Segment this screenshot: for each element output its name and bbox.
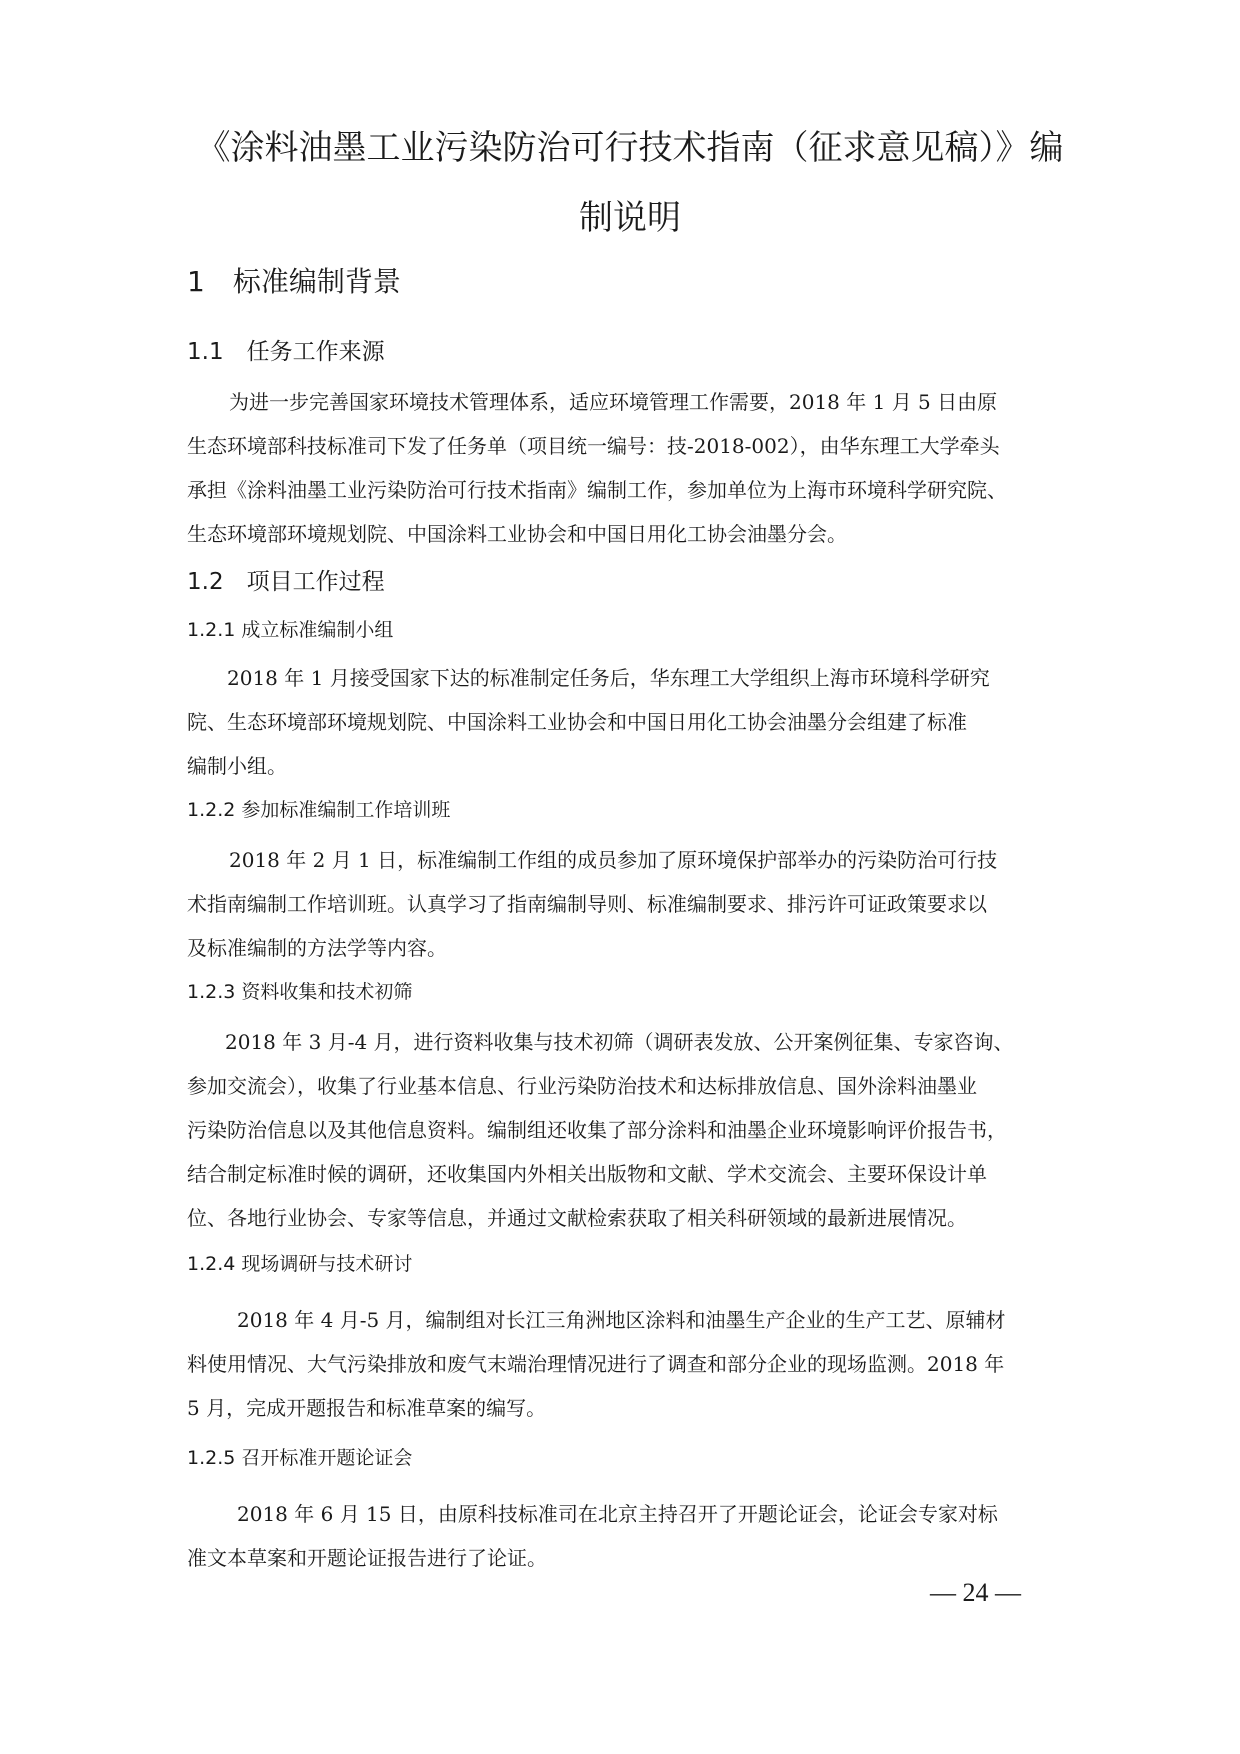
document-title-line-1: 《涂料油墨工业污染防治可行技术指南（征求意见稿）》编	[196, 128, 1064, 168]
paragraph-line: 2018 年 2 月 1 日，标准编制工作组的成员参加了原环境保护部举办的污染防治可行技	[229, 848, 998, 872]
section-1-2-heading: 1.2 项目工作过程	[187, 569, 385, 595]
subsection-number: 1.2.5	[187, 1447, 236, 1469]
paragraph-line: 位、各地行业协会、专家等信息，并通过文献检索获取了相关科研领域的最新进展情况。	[187, 1206, 967, 1230]
paragraph-line: 结合制定标准时候的调研，还收集国内外相关出版物和文献、学术交流会、主要环保设计单	[187, 1162, 987, 1186]
paragraph-line: 2018 年 1 月接受国家下达的标准制定任务后，华东理工大学组织上海市环境科学研究	[227, 666, 990, 690]
document-title-line-2: 制说明	[579, 198, 681, 238]
paragraph-line: 2018 年 4 月-5 月，编制组对长江三角洲地区涂料和油墨生产企业的生产工艺、原辅材	[237, 1308, 1006, 1332]
paragraph-line: 料使用情况、大气污染排放和废气末端治理情况进行了调查和部分企业的现场监测。2018 年	[187, 1352, 1005, 1376]
subsection-1-2-3-heading	[187, 978, 412, 1006]
paragraph-line: 生态环境部科技标准司下发了任务单（项目统一编号：技-2018-002），由华东理工大学牵头	[187, 434, 1000, 458]
paragraph-line: 2018 年 3 月-4 月，进行资料收集与技术初筛（调研表发放、公开案例征集、专家咨询、	[225, 1030, 1014, 1054]
subsection-title: 参加标准编制工作培训班	[235, 799, 451, 821]
paragraph-line: 为进一步完善国家环境技术管理体系，适应环境管理工作需要，2018 年 1 月 5 日由原	[229, 390, 998, 414]
section-1-heading: 1 标准编制背景	[187, 265, 401, 298]
paragraph-line: 术指南编制工作培训班。认真学习了指南编制导则、标准编制要求、排污许可证政策要求以	[187, 892, 987, 916]
subsection-title: 成立标准编制小组	[235, 619, 394, 641]
paragraph-line: 参加交流会），收集了行业基本信息、行业污染防治技术和达标排放信息、国外涂料油墨业	[187, 1074, 977, 1098]
paragraph-line: 准文本草案和开题论证报告进行了论证。	[187, 1546, 547, 1570]
paragraph-line: 污染防治信息以及其他信息资料。编制组还收集了部分涂料和油墨企业环境影响评价报告书，	[187, 1118, 1007, 1142]
paragraph-line: 2018 年 6 月 15 日，由原科技标准司在北京主持召开了开题论证会，论证会专家对标	[237, 1502, 998, 1526]
subsection-number: 1.2.4	[187, 1253, 236, 1275]
subsection-1-2-2-paragraph	[187, 838, 1067, 970]
paragraph-line: 编制小组。	[187, 754, 287, 778]
subsection-1-2-5-paragraph	[187, 1492, 1067, 1580]
subsection-number: 1.2.3	[187, 981, 236, 1003]
section-1-1-heading: 1.1 任务工作来源	[187, 339, 385, 365]
subsection-1-2-4-paragraph	[187, 1298, 1067, 1430]
subsection-1-2-2-heading	[187, 796, 450, 824]
paragraph-line: 院、生态环境部环境规划院、中国涂料工业协会和中国日用化工协会油墨分会组建了标准	[187, 710, 967, 734]
subsection-1-2-5-heading	[187, 1444, 412, 1472]
section-1-1-paragraph	[187, 380, 1067, 556]
subsection-number: 1.2.1	[187, 619, 236, 641]
subsection-1-2-1-heading	[187, 616, 393, 644]
subsection-title: 现场调研与技术研讨	[235, 1253, 413, 1275]
subsection-1-2-4-heading	[187, 1250, 412, 1278]
paragraph-line: 及标准编制的方法学等内容。	[187, 936, 447, 960]
paragraph-line: 生态环境部环境规划院、中国涂料工业协会和中国日用化工协会油墨分会。	[187, 522, 847, 546]
subsection-1-2-3-paragraph	[187, 1020, 1067, 1240]
paragraph-line: 5 月，完成开题报告和标准草案的编写。	[187, 1396, 547, 1420]
paragraph-line: 承担《涂料油墨工业污染防治可行技术指南》编制工作，参加单位为上海市环境科学研究院、	[187, 478, 1007, 502]
subsection-1-2-1-paragraph	[187, 656, 1067, 788]
subsection-title: 资料收集和技术初筛	[235, 981, 413, 1003]
subsection-title: 召开标准开题论证会	[235, 1447, 413, 1469]
subsection-number: 1.2.2	[187, 799, 236, 821]
page-number: — 24 —	[930, 1578, 1021, 1607]
